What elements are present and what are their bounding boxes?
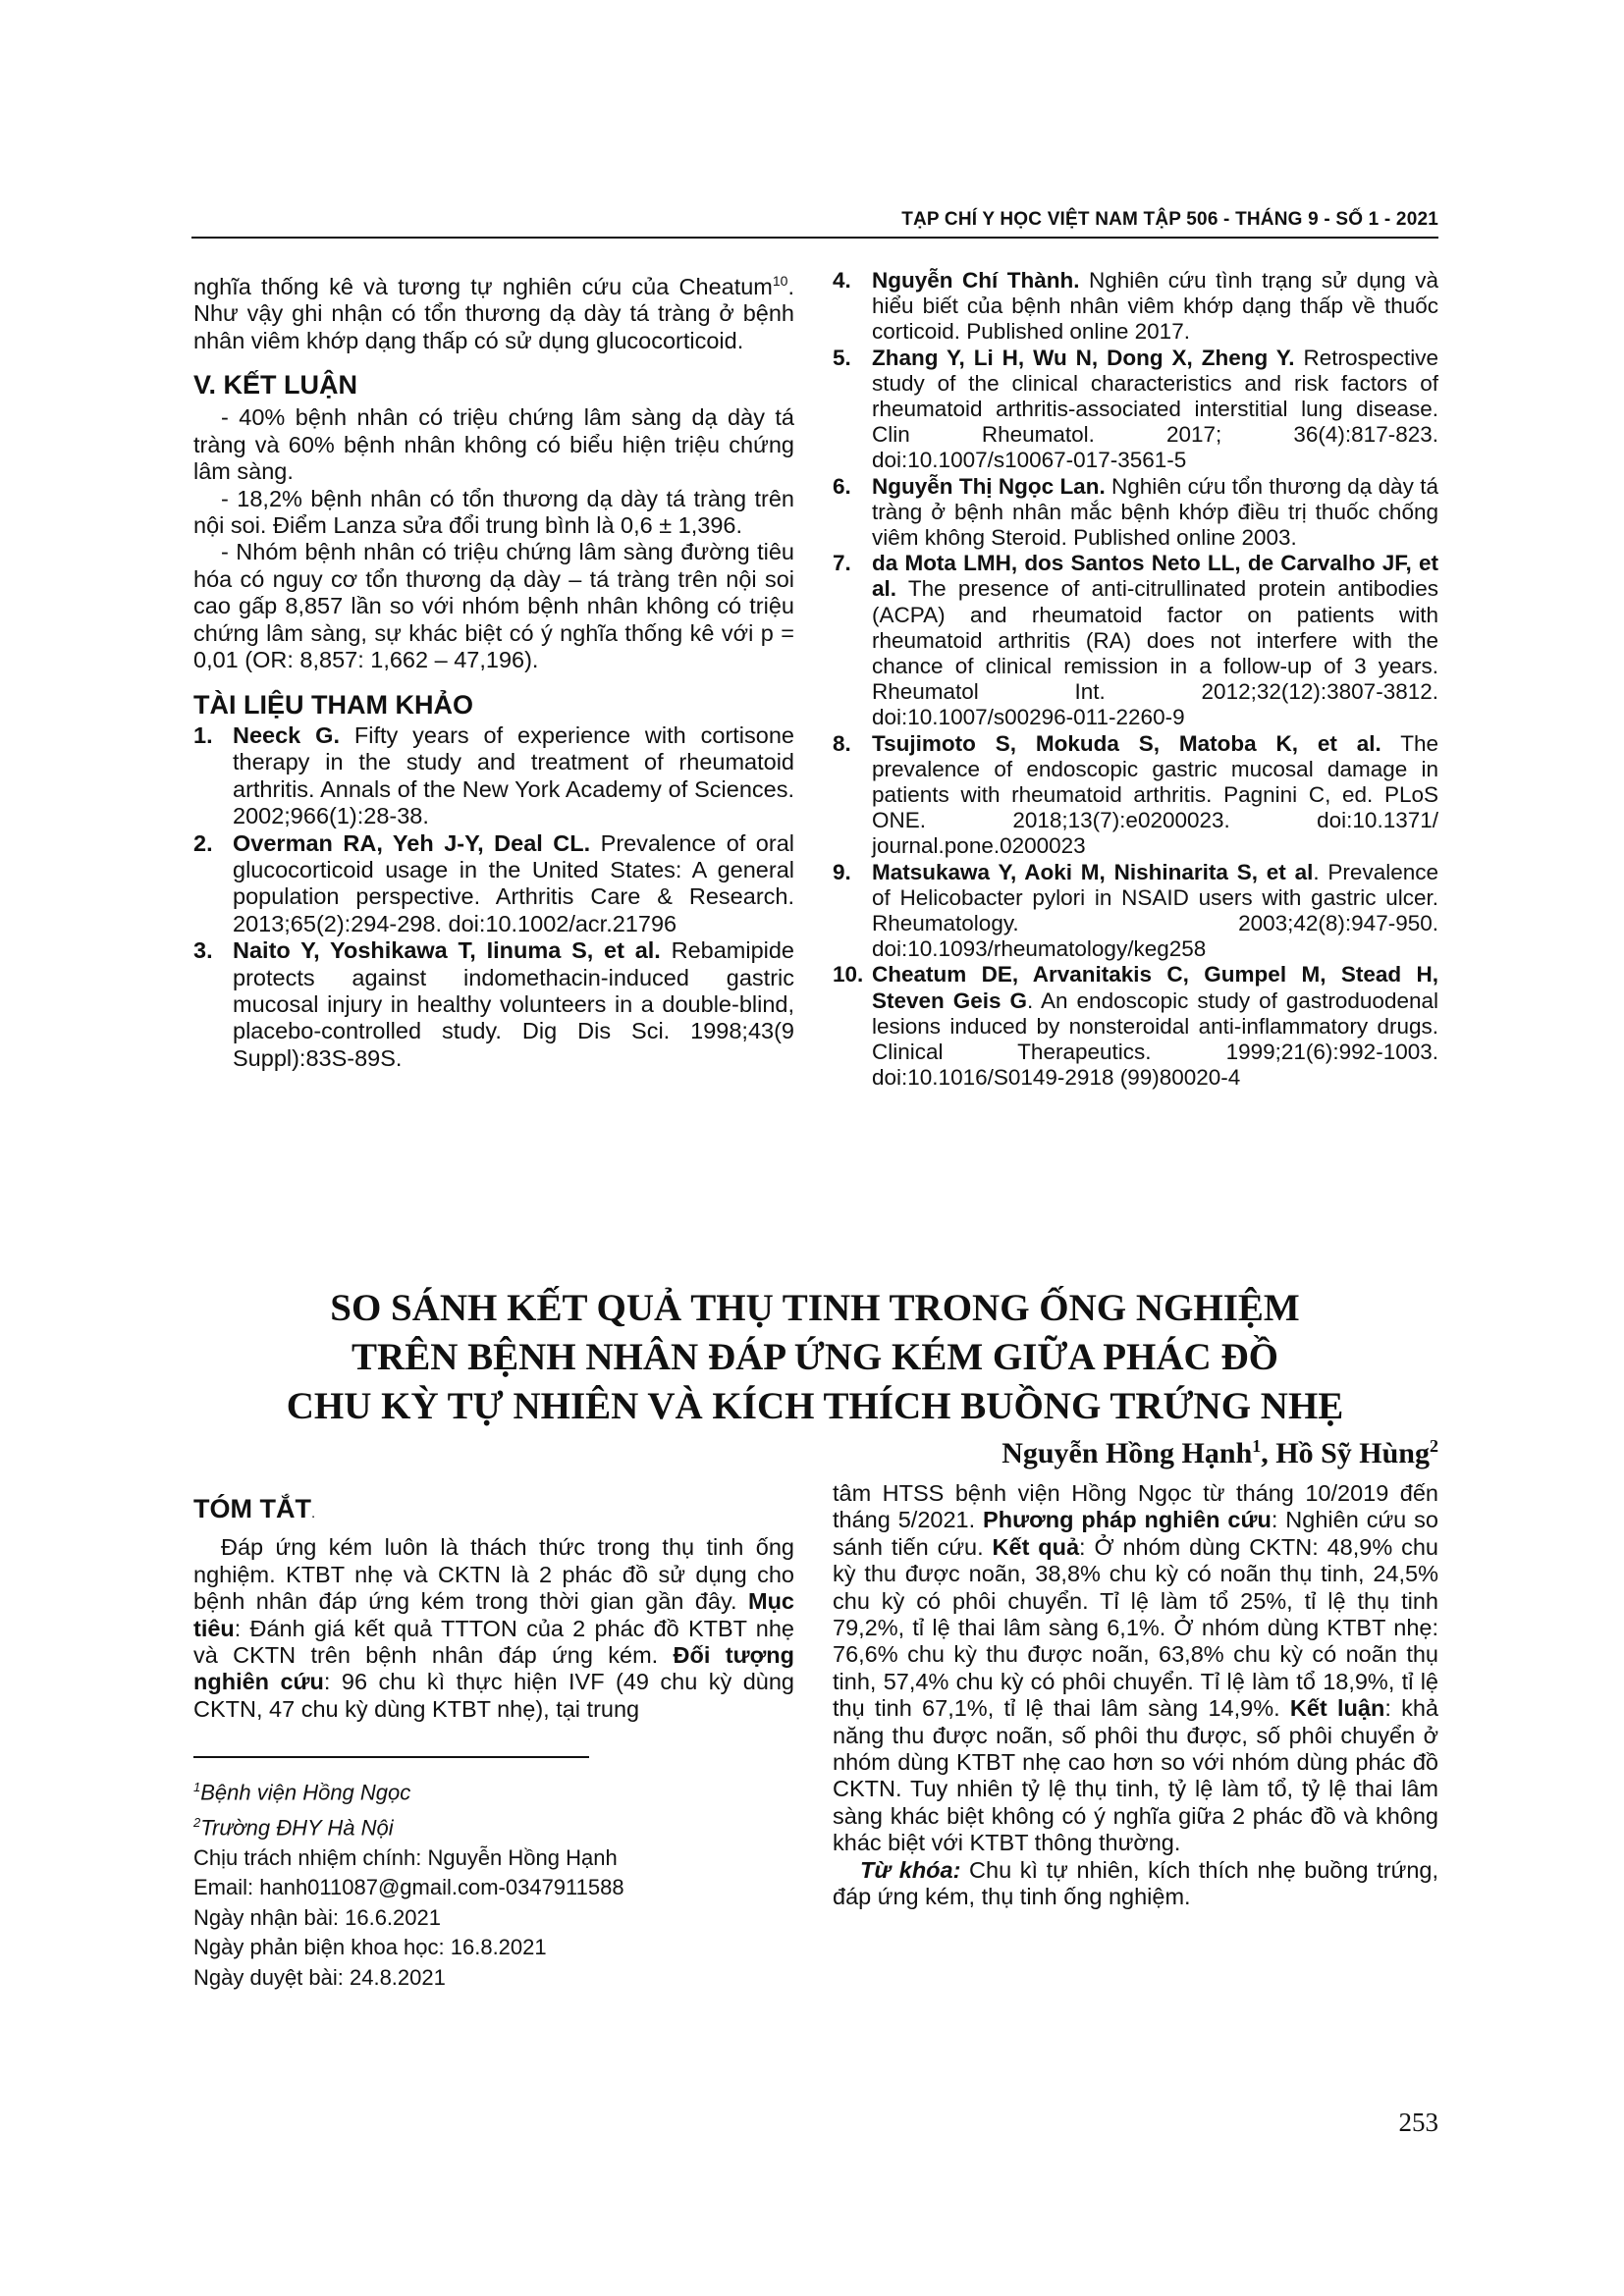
reference-text: Retrospective study of the clinical characteristics and risk factors of rheumatoid arthritis-associated interstitial lung disease. Clin Rheumatol. 2017; 36(4):817-823. doi:10.1007/s10067-017-3561-5 xyxy=(872,345,1439,473)
abstract-text: : 96 chu kì thực hiện IVF (49 chu kỳ dùng CKTN, 47 chu kỳ dùng KTBT nhẹ), tại trung xyxy=(193,1669,794,1722)
reference-item xyxy=(193,830,794,938)
references-heading: TÀI LIỆU THAM KHẢO xyxy=(193,689,473,720)
reference-number: 6. xyxy=(833,473,851,499)
discussion-tail xyxy=(193,268,794,354)
abstract-paragraph xyxy=(833,1480,1438,1857)
reference-text: Nghiên cứu tình trạng sử dụng và hiểu biết của bệnh nhân viêm khớp dạng thấp về thuốc corticoid. Published online 2017. xyxy=(872,268,1438,345)
reference-number: 1. xyxy=(193,721,213,748)
author-separator: , xyxy=(1261,1437,1276,1469)
reference-number: 8. xyxy=(833,730,851,756)
article-title-line: CHU KỲ TỰ NHIÊN VÀ KÍCH THÍCH BUỒNG TRỨNG NHẸ xyxy=(286,1385,1344,1427)
abstract-heading-text: TÓM TẮT xyxy=(193,1494,311,1523)
conclusion-item: - Nhóm bệnh nhân có triệu chứng lâm sàng đường tiêu hóa có nguy cơ tổn thương dạ dày – tá tràng trên nội soi cao gấp 8,857 lần so với nhóm bệnh nhân không có triệu chứng lâm sàng, sự khác biệt có ý nghĩa thống kê với p = 0,01 (OR: 8,857: 1,662 – 47,196). xyxy=(193,539,794,673)
reference-text: . An endoscopic study of gastroduodenal lesions induced by nonsteroidal anti-inflammatory drugs. Clinical Therapeutics. 1999;21(6):992-1003. doi:10.1016/S0149-2918 (99)80020-4 xyxy=(872,988,1438,1091)
abstract-heading-dot: . xyxy=(310,1505,316,1522)
reference-authors: Nguyễn Chí Thành. xyxy=(872,268,1080,293)
citation-sup: 10 xyxy=(772,273,788,289)
abstract-text: : Ở nhóm dùng CKTN: 48,9% chu kỳ thu được noãn, 38,8% chu kỳ có noãn thụ tinh, 24,5% chu kỳ có phôi chuyển. Tỉ lệ làm tổ 25%, tỉ lệ thụ tinh 79,2%, tỉ lệ thai lâm sàng 6,1%. Ở nhóm dùng KTBT nhẹ: 76,6% chu kỳ thu được noãn, 63,8% chu kỳ có noãn thụ tinh, 57,4% chu kỳ có phôi chuyển. Tỉ lệ làm tổ 18,9%, tỉ lệ thụ tinh 67,1%, tỉ lệ thai lâm sàng 14,9%. xyxy=(833,1533,1438,1722)
references-list-right xyxy=(833,268,1438,1092)
reference-item xyxy=(193,937,794,1072)
article-authors xyxy=(191,1436,1438,1470)
reference-item xyxy=(833,551,1438,730)
reference-text: Prevalence of oral glucocorticoid usage in the United States: A general population perspective. Arthritis Care & Research. 2013;65(2):294-298. doi:10.1002/acr.21796 xyxy=(233,829,794,936)
reference-item xyxy=(833,474,1438,552)
reference-item xyxy=(833,731,1438,860)
footnotes xyxy=(193,1773,794,1993)
reference-authors: Naito Y, Yoshikawa T, Iinuma S, et al. xyxy=(233,937,661,964)
reference-authors: Matsukawa Y, Aoki M, Nishinarita S, et al xyxy=(872,859,1314,884)
article-title xyxy=(191,1284,1438,1431)
discussion-text-2: . Như vậy ghi nhận có tổn thương dạ dày tá tràng ở bệnh nhân viêm khớp dạng thấp có sử dụng glucocorticoid. xyxy=(193,273,794,353)
affiliation-2 xyxy=(193,1808,794,1843)
abstract-right-column xyxy=(833,1480,1438,1911)
abstract-paragraph xyxy=(193,1534,794,1723)
reference-text: The presence of anti-citrullinated protein antibodies (ACPA) and rheumatoid factor on patients with rheumatoid arthritis (RA) does not interfere with the chance of clinical remission in a follow-up of 3 years. Rheumatol Int. 2012;32(12):3807-3812. doi:10.1007/s00296-011-2260-9 xyxy=(872,576,1438,730)
reference-number: 2. xyxy=(193,829,213,856)
reference-number: 3. xyxy=(193,937,213,964)
author-name: Hồ Sỹ Hùng xyxy=(1275,1437,1430,1469)
discussion-text: nghĩa thống kê và tương tự nghiên cứu của Cheatum xyxy=(193,273,773,299)
author-name: Nguyễn Hồng Hạnh xyxy=(1001,1437,1253,1469)
keywords-text: Chu kì tự nhiên, kích thích nhẹ buồng trứng, đáp ứng kém, thụ tinh ống nghiệm. xyxy=(833,1856,1438,1910)
reference-text: Rebamipide protects against indomethacin-induced gastric mucosal injury in healthy volunteers in a double-blind, placebo-controlled study. Dig Dis Sci. 1998;43(9 Suppl):83S-89S. xyxy=(233,937,794,1071)
journal-running-head: TẠP CHÍ Y HỌC VIỆT NAM TẬP 506 - THÁNG 9 - SỐ 1 - 2021 xyxy=(901,209,1438,230)
author-affiliation-sup: 1 xyxy=(1252,1436,1262,1456)
reference-text: Fifty years of experience with cortisone therapy in the study and treatment of rheumatoid arthritis. Annals of the New York Academy of Sciences. 2002;966(1):28-38. xyxy=(233,721,794,829)
author-affiliation-sup: 2 xyxy=(1430,1436,1438,1456)
reference-authors: da Mota LMH, dos Santos Neto LL, de Carvalho JF, et al. xyxy=(872,551,1438,602)
prev-article-left-column xyxy=(193,268,794,1072)
references-list-left xyxy=(193,722,794,1072)
date-reviewed: Ngày phản biện khoa học: 16.8.2021 xyxy=(193,1935,547,1960)
reference-number: 7. xyxy=(833,551,851,576)
reference-authors: Neeck G. xyxy=(233,721,340,748)
abstract-label: Mục tiêu xyxy=(193,1588,794,1641)
reference-item xyxy=(833,268,1438,346)
contact-email: Email: hanh011087@gmail.com-0347911588 xyxy=(193,1875,624,1900)
abstract-text: : Đánh giá kết quả TTTON của 2 phác đồ KTBT nhẹ và CKTN trên bệnh nhân đáp ứng kém. xyxy=(193,1615,794,1669)
abstract-label: Phương pháp nghiên cứu xyxy=(983,1507,1272,1533)
reference-authors: Tsujimoto S, Mokuda S, Matoba K, et al. xyxy=(872,730,1381,756)
abstract-text: tâm HTSS bệnh viện Hồng Ngọc từ tháng 10/2019 đến tháng 5/2021. xyxy=(833,1480,1438,1533)
prev-article-right-column xyxy=(833,268,1438,1092)
conclusion-item: - 18,2% bệnh nhân có tổn thương dạ dày tá tràng trên nội soi. Điểm Lanza sửa đổi trung bình là 0,6 ± 1,396. xyxy=(193,485,794,539)
header-rule xyxy=(191,237,1438,239)
reference-authors: Nguyễn Thị Ngọc Lan. xyxy=(872,473,1106,499)
affiliation-1 xyxy=(193,1773,794,1808)
date-accepted: Ngày duyệt bài: 24.8.2021 xyxy=(193,1964,446,1990)
reference-text: Nghiên cứu tổn thương dạ dày tá tràng ở bệnh nhân mắc bệnh khớp điều trị thuốc chống viêm không Steroid. Published online 2003. xyxy=(872,473,1438,551)
reference-number: 5. xyxy=(833,345,851,370)
abstract-text: : khả năng thu được noãn, số phôi thu được, số phôi chuyển ở nhóm dùng KTBT nhẹ cao hơn so với nhóm dùng phác đồ CKTN. Tuy nhiên tỷ lệ thụ tinh, tỷ lệ làm tổ, tỷ lệ thai lâm sàng khác biệt không có ý nghĩa giữa 2 phác đồ và không khác biệt với KTBT thông thường. xyxy=(833,1695,1438,1856)
footnote-rule xyxy=(193,1756,589,1758)
affiliation-sup: 2 xyxy=(193,1814,201,1830)
reference-number: 10. xyxy=(833,962,864,988)
conclusion-heading: V. KẾT LUẬN xyxy=(193,370,358,400)
abstract-heading xyxy=(193,1496,794,1526)
reference-number: 9. xyxy=(833,859,851,884)
affiliation-text: Trường ĐHY Hà Nội xyxy=(200,1815,394,1841)
affiliation-text: Bệnh viện Hồng Ngọc xyxy=(200,1780,411,1805)
keywords xyxy=(833,1857,1438,1911)
abstract-label: Đối tượng nghiên cứu xyxy=(193,1642,794,1695)
abstract-label: Kết luận xyxy=(1289,1695,1385,1722)
page-number: 253 xyxy=(1398,2108,1438,2137)
responsible-author: Chịu trách nhiệm chính: Nguyễn Hồng Hạnh xyxy=(193,1844,618,1870)
reference-authors: Zhang Y, Li H, Wu N, Dong X, Zheng Y. xyxy=(872,345,1295,370)
reference-item xyxy=(833,860,1438,963)
reference-authors: Cheatum DE, Arvanitakis C, Gumpel M, Stead H, Steven Geis G xyxy=(872,962,1438,1013)
reference-authors: Overman RA, Yeh J-Y, Deal CL. xyxy=(233,829,591,856)
abstract-label: Kết quả xyxy=(992,1533,1080,1560)
reference-item xyxy=(833,346,1438,474)
abstract-left-column xyxy=(193,1496,794,1723)
abstract-text: : Nghiên cứu so sánh tiến cứu. xyxy=(833,1507,1438,1560)
reference-text: . Prevalence of Helicobacter pylori in NSAID users with gastric ulcer. Rheumatology. 2003;42(8):947-950. doi:10.1093/rheumatology/keg258 xyxy=(872,859,1438,962)
reference-number: 4. xyxy=(833,268,851,293)
date-received: Ngày nhận bài: 16.6.2021 xyxy=(193,1904,441,1930)
reference-item xyxy=(193,722,794,830)
abstract-text: Đáp ứng kém luôn là thách thức trong thụ tinh ống nghiệm. KTBT nhẹ và CKTN là 2 phác đồ sử dụng cho bệnh nhân đáp ứng kém trong thời gian gần đây. xyxy=(193,1534,794,1615)
keywords-label: Từ khóa: xyxy=(860,1856,961,1883)
reference-text: The prevalence of endoscopic gastric mucosal damage in patients with rheumatoid arthritis. Pagnini C, ed. PLoS ONE. 2018;13(7):e0200023. doi:10.1371/ journal.pone.0200023 xyxy=(872,730,1438,859)
affiliation-sup: 1 xyxy=(193,1780,201,1794)
reference-item xyxy=(833,962,1438,1091)
article-title-line: TRÊN BỆNH NHÂN ĐÁP ỨNG KÉM GIỮA PHÁC ĐỒ xyxy=(352,1336,1278,1378)
article-title-line: SO SÁNH KẾT QUẢ THỤ TINH TRONG ỐNG NGHIỆM xyxy=(330,1287,1300,1329)
conclusion-item: - 40% bệnh nhân có triệu chứng lâm sàng dạ dày tá tràng và 60% bệnh nhân không có biểu hiện triệu chứng lâm sàng. xyxy=(193,404,794,485)
